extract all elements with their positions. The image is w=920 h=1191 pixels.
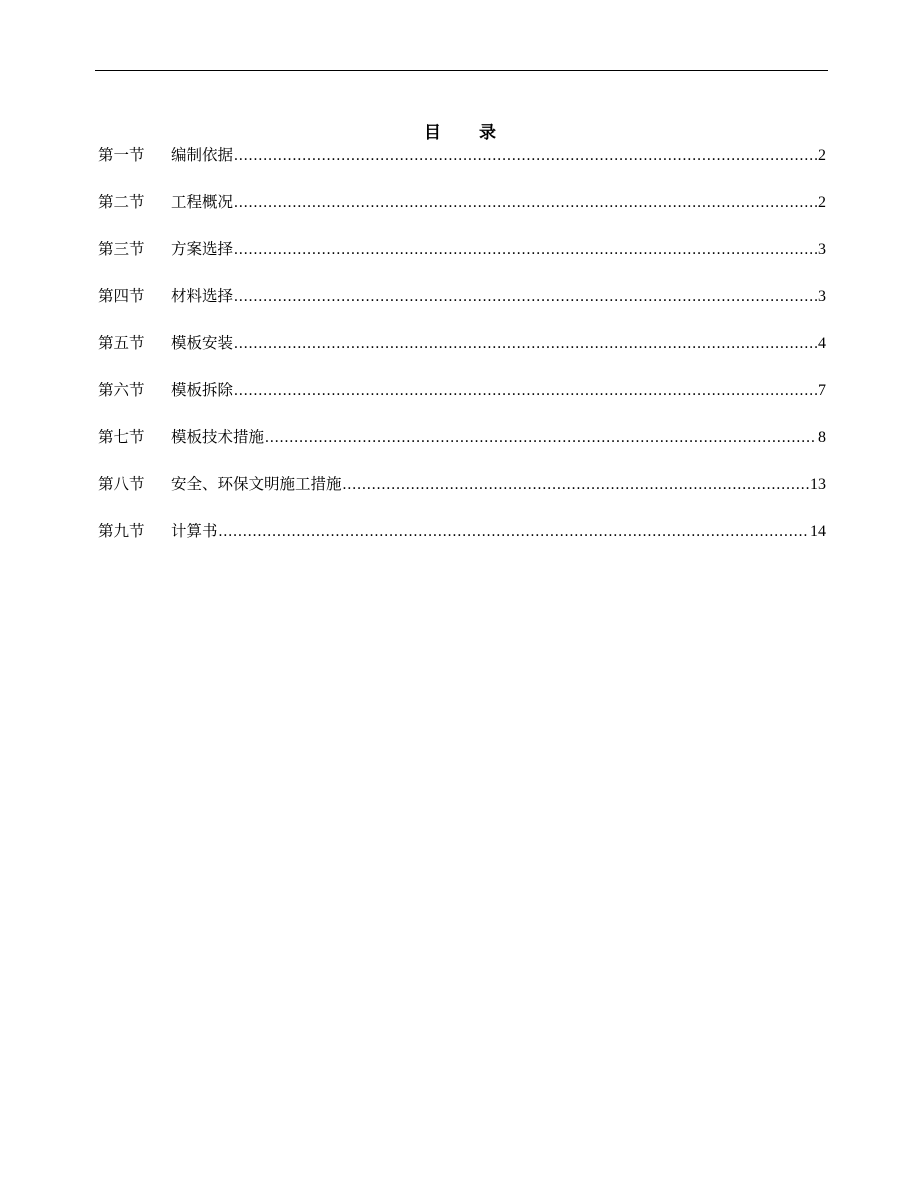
toc-section-number: 第四节	[98, 287, 145, 305]
toc-section-title: 工程概况	[171, 193, 234, 211]
toc-section-number: 第六节	[98, 381, 145, 399]
toc-section-number: 第三节	[98, 240, 145, 258]
toc-section-number: 第一节	[98, 146, 145, 164]
toc-dot-leader	[234, 331, 817, 357]
toc-section-number: 第七节	[98, 428, 145, 446]
toc-section-number: 第五节	[98, 334, 145, 352]
toc-entry[interactable]	[98, 142, 826, 189]
toc-entry[interactable]	[98, 283, 826, 330]
toc-section-number: 第二节	[98, 193, 145, 211]
toc-section-title: 安全、环保文明施工措施	[171, 475, 342, 493]
toc-dot-leader	[265, 425, 817, 451]
toc-dot-leader	[234, 378, 817, 404]
toc-page-number: 8	[818, 429, 826, 446]
toc-page-number: 14	[810, 523, 826, 540]
toc-dot-leader	[234, 143, 817, 169]
toc-entry[interactable]	[98, 424, 826, 471]
toc-page-number: 2	[818, 147, 826, 164]
toc-page-number: 4	[818, 335, 826, 352]
header-rule	[95, 70, 828, 71]
toc-dot-leader	[343, 472, 809, 498]
toc-dot-leader	[234, 237, 817, 263]
toc-entry[interactable]	[98, 236, 826, 283]
toc-page-number: 3	[818, 241, 826, 258]
toc-section-number: 第八节	[98, 475, 145, 493]
toc-entry[interactable]	[98, 377, 826, 424]
toc-page-number: 7	[818, 382, 826, 399]
toc-entry[interactable]	[98, 518, 826, 565]
toc-section-title: 编制依据	[171, 146, 234, 164]
toc-section-title: 材料选择	[171, 287, 234, 305]
toc-dot-leader	[219, 519, 809, 545]
toc-entry[interactable]	[98, 330, 826, 377]
toc-title: 目 录	[424, 123, 512, 143]
toc-section-title: 模板安装	[171, 334, 234, 352]
toc-page-number: 3	[818, 288, 826, 305]
toc-entry[interactable]	[98, 189, 826, 236]
toc-section-title: 模板技术措施	[171, 428, 265, 446]
toc-dot-leader	[234, 284, 817, 310]
toc-section-title: 模板拆除	[171, 381, 234, 399]
toc-entry[interactable]	[98, 471, 826, 518]
toc-section-number: 第九节	[98, 522, 145, 540]
toc-section-title: 计算书	[171, 522, 218, 540]
toc-page-number: 13	[810, 476, 826, 493]
toc-section-title: 方案选择	[171, 240, 234, 258]
toc-dot-leader	[234, 190, 817, 216]
toc-list	[98, 142, 826, 565]
toc-page-number: 2	[818, 194, 826, 211]
